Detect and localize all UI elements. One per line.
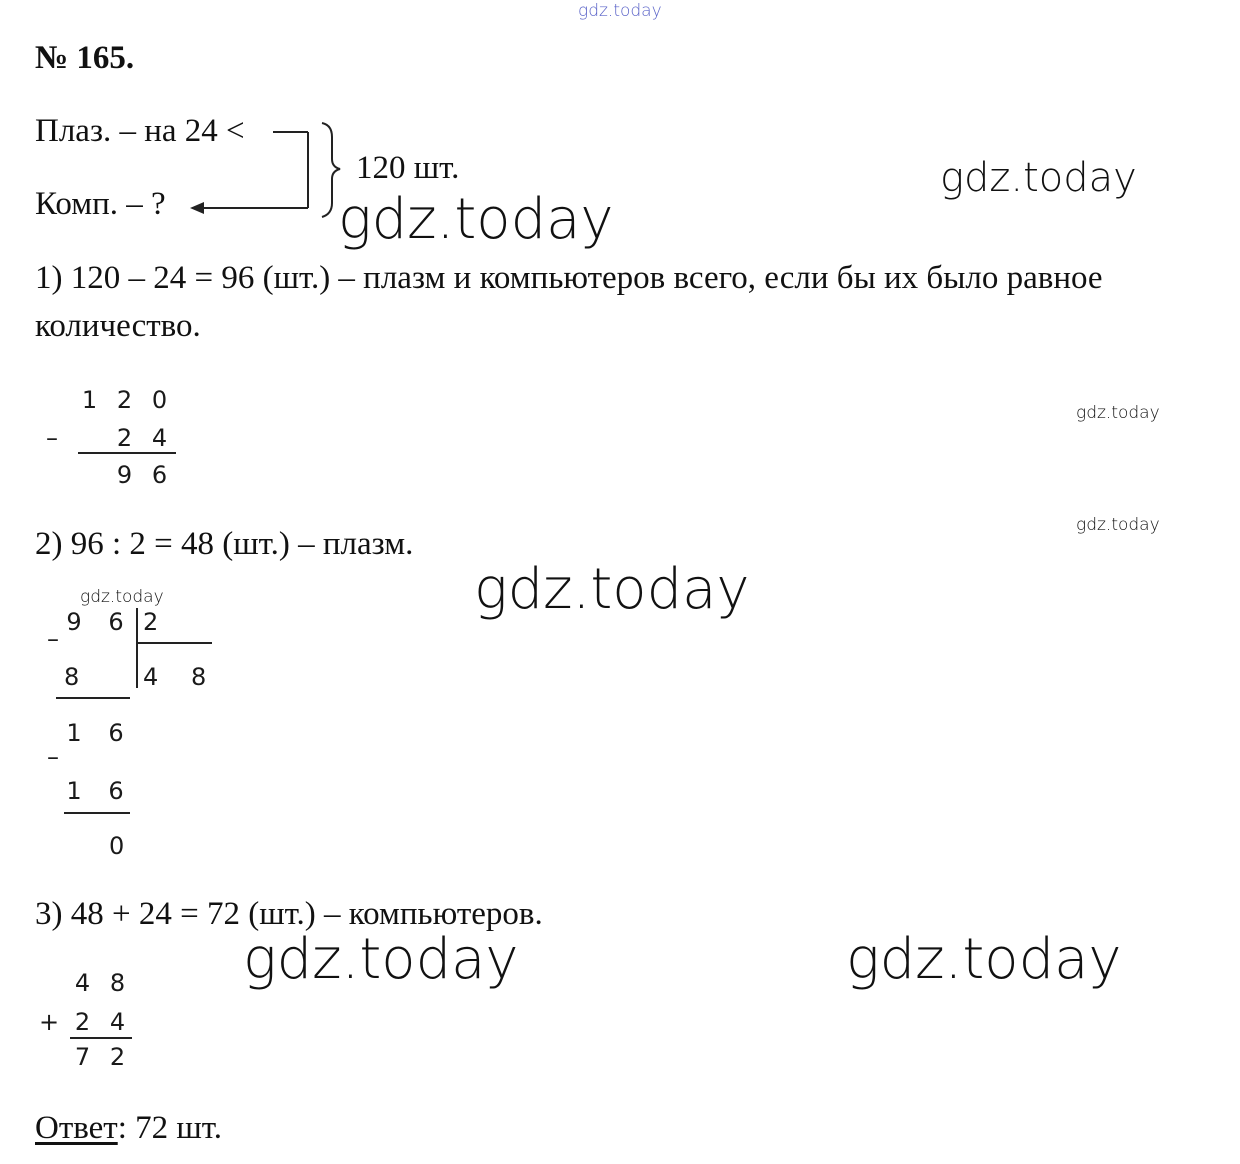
subtraction-line — [78, 452, 176, 454]
digit: 4 — [74, 969, 91, 997]
subtraction-result — [107, 463, 177, 487]
division-vertical-line — [136, 608, 138, 688]
digit: 6 — [108, 719, 124, 747]
digit: 4 — [109, 1008, 126, 1036]
digit: 8 — [109, 969, 126, 997]
watermark: gdz.today — [578, 1, 662, 21]
addition-sum — [65, 1045, 135, 1069]
division-line-2 — [64, 812, 130, 814]
watermark: gdz.today — [1076, 403, 1160, 423]
digit: 0 — [151, 386, 168, 414]
digit: 2 — [109, 1043, 126, 1071]
addition-addend-1 — [65, 971, 135, 995]
watermark: gdz.today — [474, 557, 750, 622]
digit: 8 — [191, 663, 207, 691]
watermark: gdz.today — [846, 927, 1122, 992]
digit: 4 — [151, 424, 168, 452]
condition-arrow-diagram — [180, 115, 350, 225]
subtraction-operator: – — [46, 424, 58, 452]
answer-label: Ответ — [35, 1110, 118, 1146]
digit: 4 — [143, 663, 159, 691]
watermark: gdz.today — [243, 927, 519, 992]
answer — [35, 1112, 222, 1145]
addition-addend-2 — [65, 1010, 135, 1034]
digit: 1 — [66, 719, 82, 747]
watermark: gdz.today — [1076, 515, 1160, 535]
division-step-1: 8 — [64, 663, 80, 691]
watermark: gdz.today — [338, 187, 614, 252]
subtraction-subtrahend — [107, 426, 177, 450]
division-quotient — [143, 665, 206, 689]
division-line-1 — [56, 697, 130, 699]
digit: 2 — [74, 1008, 91, 1036]
step-2-text: 2) 96 : 2 = 48 (шт.) – плазм. — [35, 526, 414, 562]
division-minus-2: – — [47, 743, 59, 771]
problem-number: № 165. — [35, 40, 135, 76]
condition-line-computers: Комп. – ? — [35, 186, 166, 222]
digit: 7 — [74, 1043, 91, 1071]
division-step-2 — [53, 721, 137, 745]
digit: 6 — [108, 608, 124, 636]
subtraction-minuend — [72, 388, 177, 412]
answer-value: : 72 шт. — [117, 1110, 222, 1146]
digit: 2 — [116, 386, 133, 414]
watermark: gdz.today — [940, 155, 1137, 201]
condition-line-plasma: Плаз. – на 24 < — [35, 113, 245, 149]
addition-line — [70, 1037, 132, 1039]
watermark: gdz.today — [80, 587, 164, 607]
division-divisor-line — [136, 642, 212, 644]
digit: 9 — [66, 608, 82, 636]
digit: 6 — [151, 461, 168, 489]
digit: 1 — [81, 386, 98, 414]
digit: 1 — [66, 777, 82, 805]
step-1-continuation: количество. — [35, 308, 201, 344]
digit: 2 — [116, 424, 133, 452]
division-remainder: 0 — [109, 832, 125, 860]
division-divisor: 2 — [143, 608, 159, 636]
digit: 6 — [108, 777, 124, 805]
addition-operator: + — [39, 1008, 60, 1036]
division-dividend — [53, 610, 137, 634]
digit: 9 — [116, 461, 133, 489]
condition-total: 120 шт. — [356, 150, 460, 186]
step-1-text: 1) 120 – 24 = 96 (шт.) – плазм и компьютеров всего, если бы их было равное — [35, 260, 1103, 296]
division-step-3 — [53, 779, 137, 803]
division-minus-1: – — [47, 625, 59, 653]
step-3-text: 3) 48 + 24 = 72 (шт.) – компьютеров. — [35, 896, 543, 932]
